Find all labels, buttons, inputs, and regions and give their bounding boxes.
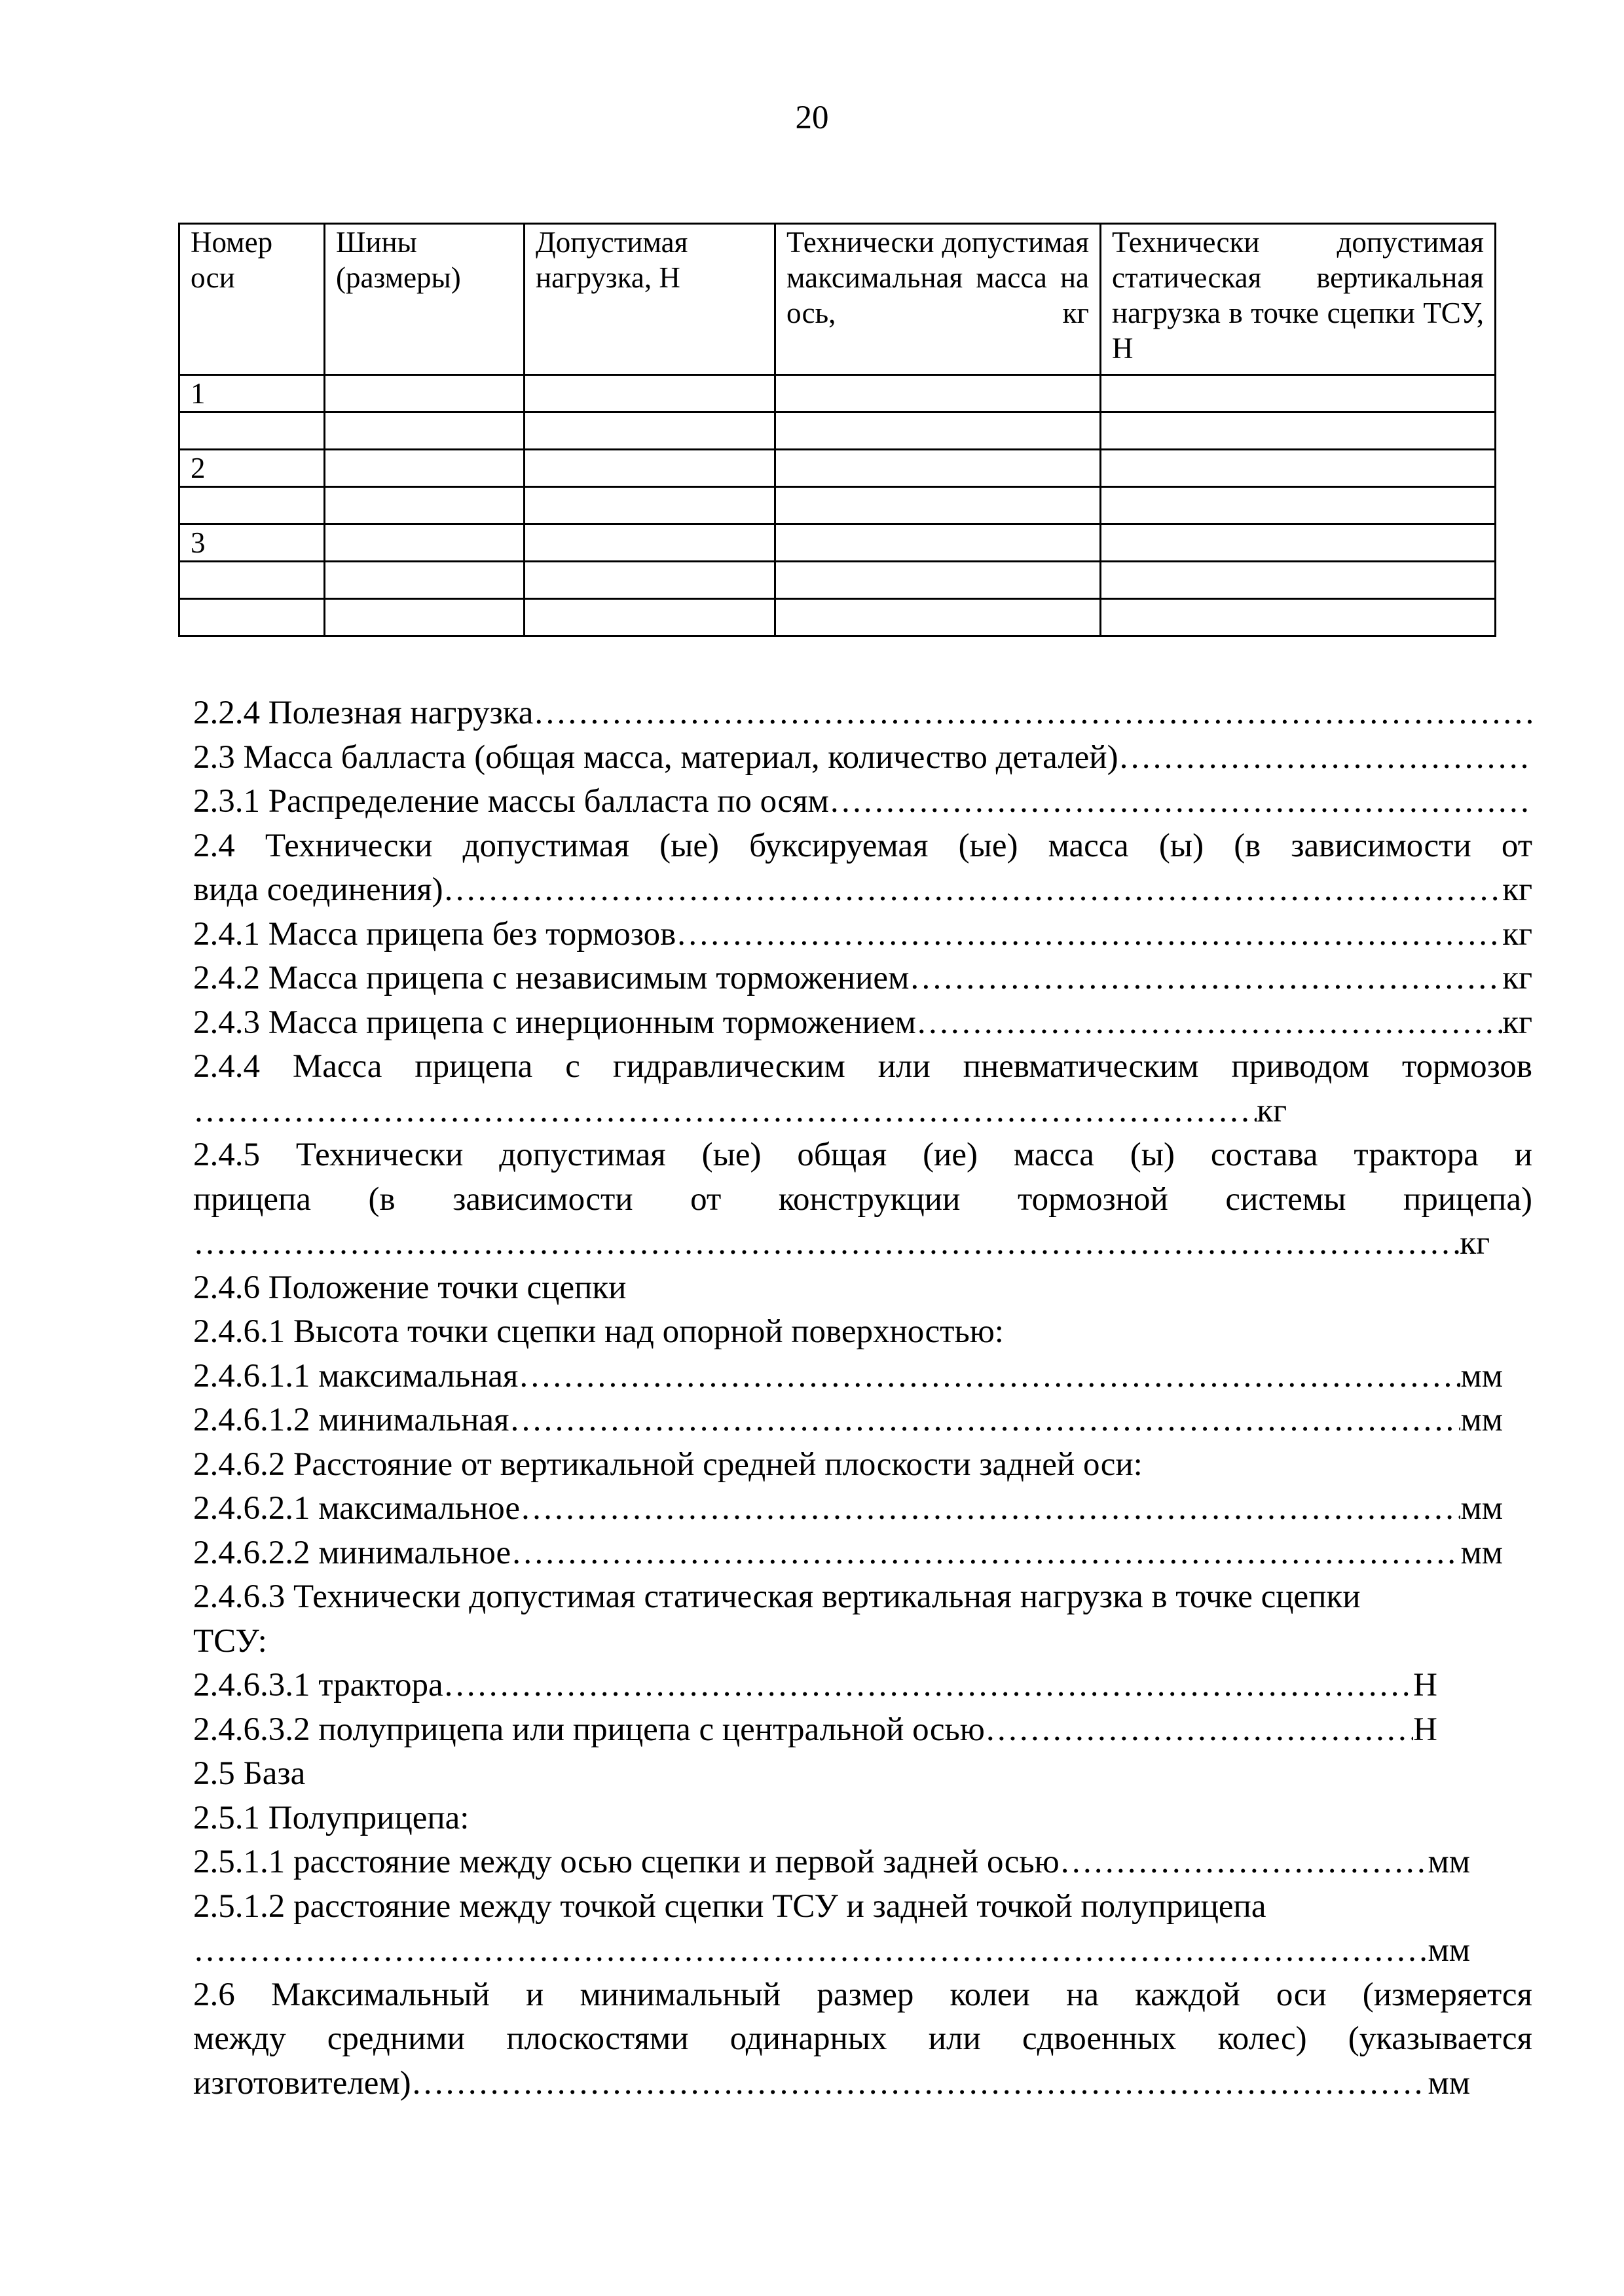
table-cell xyxy=(525,487,775,524)
header-static-vertical-load: Технически допустимая статическая вертикальная нагрузка в точке сцепки ТСУ, Н xyxy=(1101,224,1496,375)
table-cell xyxy=(1101,487,1496,524)
field-line-2-4-cont: вида соединения) ………………………………………………………………………………………………………………………………………………… кг xyxy=(193,868,1532,913)
table-cell xyxy=(775,524,1101,562)
table-cell xyxy=(775,487,1101,524)
text-line-2-5-1: 2.5.1 Полуприцепа: xyxy=(193,1799,470,1836)
table-row xyxy=(179,375,1496,412)
axle-number-cell xyxy=(179,562,325,599)
field-line-2-4-6-2-2: 2.4.6.2.2 минимальное ………………………………………………………………………………………………………………………………………………… мм xyxy=(193,1531,1503,1576)
text-line-2-6-b: между средними плоскостями одинарных или сдвоенных колес) (указывается xyxy=(193,2020,1532,2057)
field-line-2-4-6-3-2: 2.4.6.3.2 полуприцепа или прицепа с центральной осью ………………………………………………………………………………………………………………………………………………… Н xyxy=(193,1708,1437,1753)
field-line-2-4-3: 2.4.3 Масса прицепа с инерционным торможением ………………………………………………………………………………………………………………………………………………… кг xyxy=(193,1001,1532,1046)
field-line-2-3: 2.3 Масса балласта (общая масса, материал, количество деталей) ………………………………………………………………………………………………………………………………………………… xyxy=(193,736,1532,780)
header-tires: Шины (размеры) xyxy=(325,224,525,375)
text-line-2-4-6-3: 2.4.6.3 Технически допустимая статическая вертикальная нагрузка в точке сцепки xyxy=(193,1578,1361,1615)
table-row xyxy=(179,524,1496,562)
axle-number-cell: 1 xyxy=(179,375,325,412)
field-line-2-4-6-1-2: 2.4.6.1.2 минимальная ………………………………………………………………………………………………………………………………………………… мм xyxy=(193,1398,1503,1443)
table-row xyxy=(179,599,1496,636)
table-row xyxy=(179,487,1496,524)
table-cell xyxy=(325,524,525,562)
table-cell xyxy=(1101,562,1496,599)
field-line-2-5-1-2-cont: ………………………………………………………………………………………………………………………………………………… мм xyxy=(193,1929,1470,1973)
axle-number-cell xyxy=(179,599,325,636)
table-cell xyxy=(775,450,1101,487)
field-line-2-4-4-cont: ………………………………………………………………………………………………………………………………………………… кг xyxy=(193,1089,1287,1134)
table-cell xyxy=(325,487,525,524)
table-cell xyxy=(325,412,525,450)
table-cell xyxy=(525,599,775,636)
field-line-2-4-6-3-1: 2.4.6.3.1 трактора ………………………………………………………………………………………………………………………………………………… Н xyxy=(193,1664,1437,1708)
field-line-2-4-2: 2.4.2 Масса прицепа с независимым торможением ………………………………………………………………………………………………………………………………………………… кг xyxy=(193,957,1532,1001)
text-line-2-4-5: 2.4.5 Технически допустимая (ые) общая (ие) масса (ы) состава трактора и xyxy=(193,1137,1532,1173)
text-line-2-4-6-2: 2.4.6.2 Расстояние от вертикальной средней плоскости задней оси: xyxy=(193,1446,1143,1483)
axle-number-cell xyxy=(179,487,325,524)
axle-table xyxy=(178,223,1496,637)
table-cell xyxy=(525,524,775,562)
field-line-2-4-6-2-1: 2.4.6.2.1 максимальное ………………………………………………………………………………………………………………………………………………… мм xyxy=(193,1487,1503,1531)
table-cell xyxy=(775,412,1101,450)
table-row xyxy=(179,562,1496,599)
table-cell xyxy=(525,412,775,450)
field-line-2-4-6-1-1: 2.4.6.1.1 максимальная ………………………………………………………………………………………………………………………………………………… мм xyxy=(193,1355,1503,1399)
field-line-2-2-4: 2.2.4 Полезная нагрузка ………………………………………………………………………………………………………………………………………………… xyxy=(193,691,1532,736)
text-line-2-4-6-3-cont: ТСУ: xyxy=(193,1622,267,1660)
table-cell xyxy=(1101,450,1496,487)
table-cell xyxy=(525,562,775,599)
text-line-2-5: 2.5 База xyxy=(193,1755,306,1792)
text-line-2-4-5-b: прицепа (в зависимости от конструкции тормозной системы прицепа) xyxy=(193,1180,1532,1218)
table-cell xyxy=(775,599,1101,636)
text-line-2-6: 2.6 Максимальный и минимальный размер колеи на каждой оси (измеряется xyxy=(193,1976,1532,2013)
field-line-2-5-1-1: 2.5.1.1 расстояние между осью сцепки и первой задней осью ………………………………………………………………………………………………………………………………………………… мм xyxy=(193,1840,1470,1885)
text-line-2-4-6: 2.4.6 Положение точки сцепки xyxy=(193,1269,627,1306)
table-cell xyxy=(525,375,775,412)
page-number: 20 xyxy=(795,100,829,136)
table-cell xyxy=(775,375,1101,412)
table-cell xyxy=(775,562,1101,599)
text-line-2-4-4: 2.4.4 Масса прицепа с гидравлическим или пневматическим приводом тормозов xyxy=(193,1048,1532,1085)
table-cell xyxy=(1101,524,1496,562)
table-cell xyxy=(325,599,525,636)
header-axle-number: Номер оси xyxy=(179,224,325,375)
table-cell xyxy=(325,375,525,412)
table-row xyxy=(179,450,1496,487)
table-cell xyxy=(1101,599,1496,636)
table-cell xyxy=(1101,375,1496,412)
text-line-2-4-6-1: 2.4.6.1 Высота точки сцепки над опорной поверхностью: xyxy=(193,1313,1004,1350)
axle-number-cell xyxy=(179,412,325,450)
field-line-2-6-cont: изготовителем) ………………………………………………………………………………………………………………………………………………… мм xyxy=(193,2062,1470,2106)
text-line-2-5-1-2: 2.5.1.2 расстояние между точкой сцепки ТСУ и задней точкой полуприцепа xyxy=(193,1887,1266,1925)
field-line-2-4-5-cont: ………………………………………………………………………………………………………………………………………………… кг xyxy=(193,1222,1490,1266)
table-cell xyxy=(325,450,525,487)
table-header-row xyxy=(179,224,1496,375)
table-cell xyxy=(525,450,775,487)
field-line-2-3-1: 2.3.1 Распределение массы балласта по осям ………………………………………………………………………………………………………………………………………………… xyxy=(193,780,1532,824)
table-cell xyxy=(1101,412,1496,450)
axle-number-cell: 3 xyxy=(179,524,325,562)
table-cell xyxy=(325,562,525,599)
axle-number-cell: 2 xyxy=(179,450,325,487)
form-fields-body xyxy=(193,691,1532,2105)
header-allowed-load: Допустимая нагрузка, Н xyxy=(525,224,775,375)
text-line-2-4: 2.4 Технически допустимая (ые) буксируемая (ые) масса (ы) (в зависимости от xyxy=(193,827,1532,864)
table-row xyxy=(179,412,1496,450)
header-max-axle-mass: Технически допустимая максимальная масса на ось, кг xyxy=(775,224,1101,375)
field-line-2-4-1: 2.4.1 Масса прицепа без тормозов ………………………………………………………………………………………………………………………………………………… кг xyxy=(193,913,1532,957)
